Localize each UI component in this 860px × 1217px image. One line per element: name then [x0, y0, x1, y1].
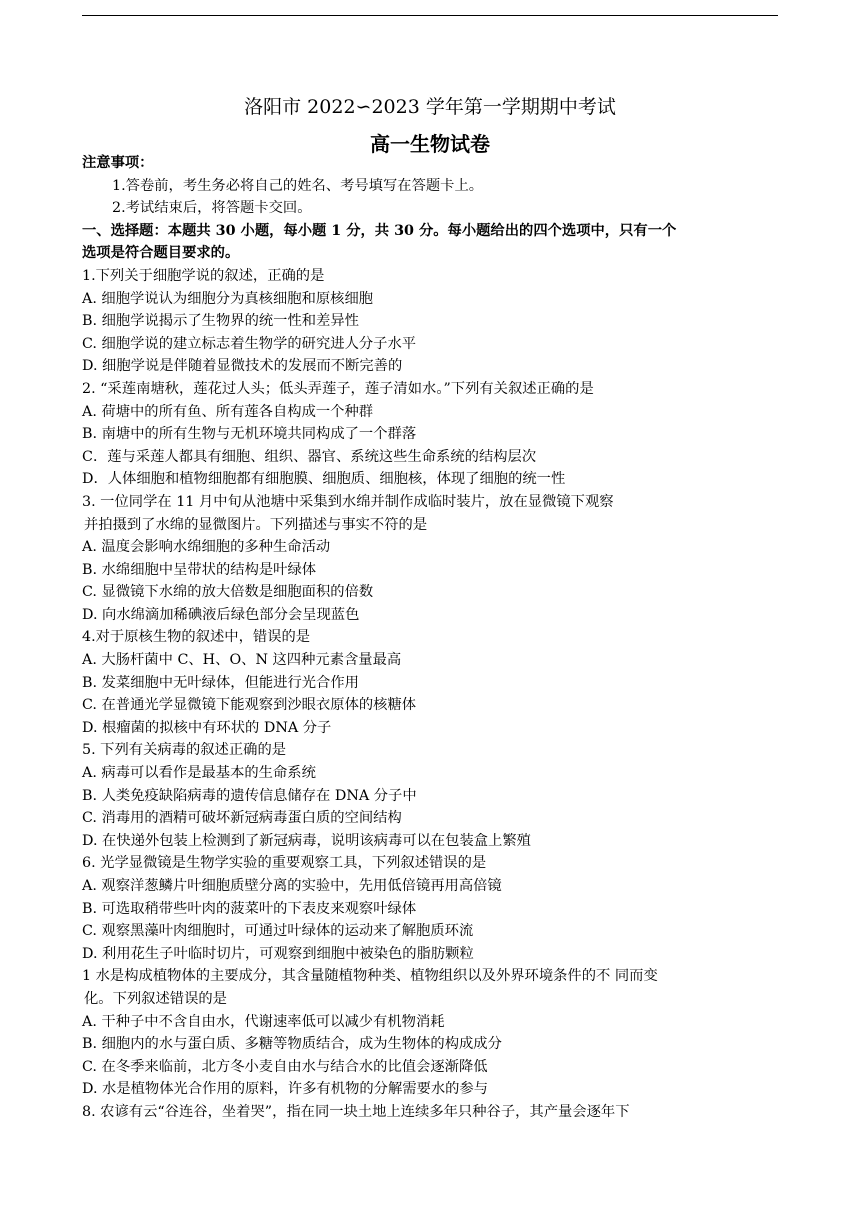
- question-stem: 并拍摄到了水绵的显微图片。下列描述与事实不符的是: [84, 516, 428, 533]
- section-heading-cont: 选项是符合题目要求的。: [82, 245, 240, 262]
- question-stem: 3. 一位同学在 11 月中旬从池塘中采集到水绵并制作成临时装片，放在显微镜下观察: [82, 493, 614, 510]
- answer-option: A. 细胞学说认为细胞分为真核细胞和原核细胞: [82, 290, 374, 307]
- top-rule: [82, 15, 778, 16]
- answer-option: D．人体细胞和植物细胞都有细胞膜、细胞质、细胞核，体现了细胞的统一性: [82, 471, 566, 488]
- exam-subtitle: 高一生物试卷: [370, 132, 490, 156]
- answer-option: D. 水是植物体光合作用的原料，许多有机物的分解需要水的参与: [82, 1081, 489, 1098]
- note-item: 2.考试结束后，将答题卡交回。: [112, 200, 312, 217]
- question-stem: 8. 农谚有云“谷连谷，坐着哭”，指在同一块土地上连续多年只种谷子，其产量会逐年下: [82, 1103, 630, 1120]
- exam-content: [82, 152, 778, 1124]
- question: [82, 626, 778, 739]
- question: [82, 265, 778, 378]
- answer-option: C. 观察黑藻叶肉细胞时，可通过叶绿体的运动来了解胞质环流: [82, 923, 474, 940]
- answer-option: D. 在快递外包装上检测到了新冠病毒，说明该病毒可以在包装盒上繁殖: [82, 832, 531, 849]
- answer-option: B. 细胞内的水与蛋白质、多糖等物质结合，成为生物体的构成成分: [82, 1036, 502, 1053]
- answer-option: C. 在冬季来临前，北方冬小麦自由水与结合水的比值会逐渐降低: [82, 1058, 488, 1075]
- answer-option: C. 消毒用的酒精可破坏新冠病毒蛋白质的空间结构: [82, 810, 402, 827]
- question-stem: 2. “采莲南塘秋，莲花过人头；低头弄莲子，莲子清如水。”下列有关叙述正确的是: [82, 380, 594, 397]
- answer-option: B. 细胞学说揭示了生物界的统一性和差异性: [82, 313, 359, 330]
- section-heading: 一、选择题：本题共 30 小题，每小题 1 分，共 30 分。每小题给出的四个选项中，只有一个: [82, 222, 677, 239]
- answer-option: D. 根瘤菌的拟核中有环状的 DNA 分子: [82, 719, 332, 736]
- notes-heading: 注意事项：: [82, 155, 154, 171]
- question-list: [82, 265, 778, 1124]
- question: [82, 378, 778, 491]
- answer-option: A. 病毒可以看作是最基本的生命系统: [82, 765, 316, 782]
- answer-option: C. 显微镜下水绵的放大倍数是细胞面积的倍数: [82, 584, 374, 601]
- note-item: 1.答卷前，考生务必将自己的姓名、考号填写在答题卡上。: [112, 177, 484, 194]
- answer-option: D. 向水绵滴加稀碘液后绿色部分会呈现蓝色: [82, 606, 360, 623]
- answer-option: D. 细胞学说是伴随着显微技术的发展而不断完善的: [82, 358, 403, 375]
- answer-option: A. 大肠杆菌中 C、H、O、N 这四种元素含量最高: [82, 652, 402, 669]
- question: [82, 965, 778, 1101]
- exam-title: 洛阳市 2022∽2023 学年第一学期期中考试: [244, 96, 616, 118]
- answer-option: B. 人类免疫缺陷病毒的遗传信息储存在 DNA 分子中: [82, 787, 417, 804]
- question: [82, 491, 778, 627]
- question-stem: 1 水是构成植物体的主要成分，其含量随植物种类、植物组织以及外界环境条件的不 同而变: [82, 968, 658, 985]
- answer-option: B. 发菜细胞中无叶绿体，但能进行光合作用: [82, 674, 359, 691]
- answer-option: B. 水绵细胞中呈带状的结构是叶绿体: [82, 561, 317, 578]
- answer-option: A. 干种子中不含自由水，代谢速率低可以减少有机物消耗: [82, 1013, 445, 1030]
- answer-option: D. 利用花生子叶临时切片，可观察到细胞中被染色的脂肪颗粒: [82, 945, 474, 962]
- question: [82, 1101, 778, 1124]
- question-stem: 化。下列叙述错误的是: [84, 990, 227, 1007]
- answer-option: C. 细胞学说的建立标志着生物学的研究进人分子水平: [82, 335, 417, 352]
- answer-option: A. 观察洋葱鳞片叶细胞质壁分离的实验中，先用低倍镜再用高倍镜: [82, 878, 502, 894]
- question: [82, 739, 778, 852]
- answer-option: C．莲与采莲人都具有细胞、组织、器官、系统这些生命系统的结构层次: [82, 448, 537, 465]
- answer-option: B. 南塘中的所有生物与无机环境共同构成了一个群落: [82, 426, 417, 443]
- question-stem: 6. 光学显微镜是生物学实验的重要观察工具，下列叙述错误的是: [82, 855, 487, 872]
- question: [82, 852, 778, 965]
- answer-option: C. 在普通光学显微镜下能观察到沙眼衣原体的核糖体: [82, 697, 417, 714]
- answer-option: B. 可选取稍带些叶肉的菠菜叶的下表皮来观察叶绿体: [82, 900, 417, 917]
- answer-option: A. 温度会影响水绵细胞的多种生命活动: [82, 539, 331, 556]
- answer-option: A. 荷塘中的所有鱼、所有莲各自构成一个种群: [82, 403, 374, 420]
- question-stem: 1.下列关于细胞学说的叙述，正确的是: [82, 267, 325, 284]
- question-stem: 5. 下列有关病毒的叙述正确的是: [82, 742, 287, 759]
- question-stem: 4.对于原核生物的叙述中，错误的是: [82, 629, 311, 646]
